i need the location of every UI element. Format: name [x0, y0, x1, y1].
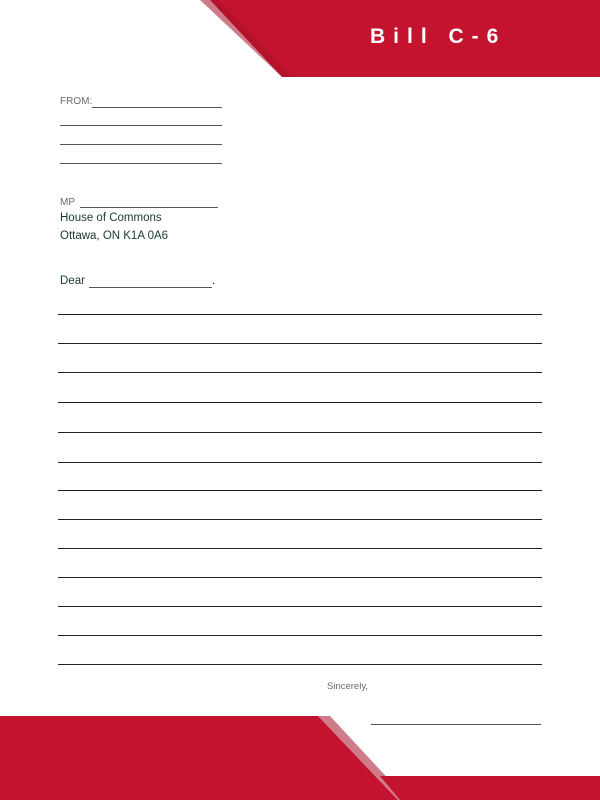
- from-line-3[interactable]: [60, 144, 222, 145]
- mp-label: MP: [60, 197, 75, 208]
- signature-line[interactable]: [371, 724, 541, 725]
- salutation-name-line[interactable]: [89, 287, 212, 288]
- body-line[interactable]: [58, 635, 542, 636]
- mp-name-line[interactable]: [80, 207, 218, 208]
- from-label: FROM:: [60, 96, 93, 107]
- body-line[interactable]: [58, 372, 542, 373]
- from-line-2[interactable]: [60, 125, 222, 126]
- body-line[interactable]: [58, 606, 542, 607]
- address-line-1: House of Commons: [60, 212, 162, 224]
- from-line-1[interactable]: [92, 107, 222, 108]
- body-line[interactable]: [58, 402, 542, 403]
- document-title: Bill C-6: [370, 25, 507, 48]
- body-line[interactable]: [58, 343, 542, 344]
- closing-sincerely: Sincerely,: [327, 681, 369, 692]
- body-line[interactable]: [58, 519, 542, 520]
- from-line-4[interactable]: [60, 163, 222, 164]
- body-line[interactable]: [58, 664, 542, 665]
- body-line[interactable]: [58, 314, 542, 315]
- body-line[interactable]: [58, 432, 542, 433]
- body-line[interactable]: [58, 548, 542, 549]
- body-line[interactable]: [58, 462, 542, 463]
- body-line[interactable]: [58, 490, 542, 491]
- body-line[interactable]: [58, 577, 542, 578]
- salutation-period: .: [212, 275, 216, 287]
- salutation-greeting: Dear: [60, 275, 85, 287]
- address-line-2: Ottawa, ON K1A 0A6: [60, 230, 169, 242]
